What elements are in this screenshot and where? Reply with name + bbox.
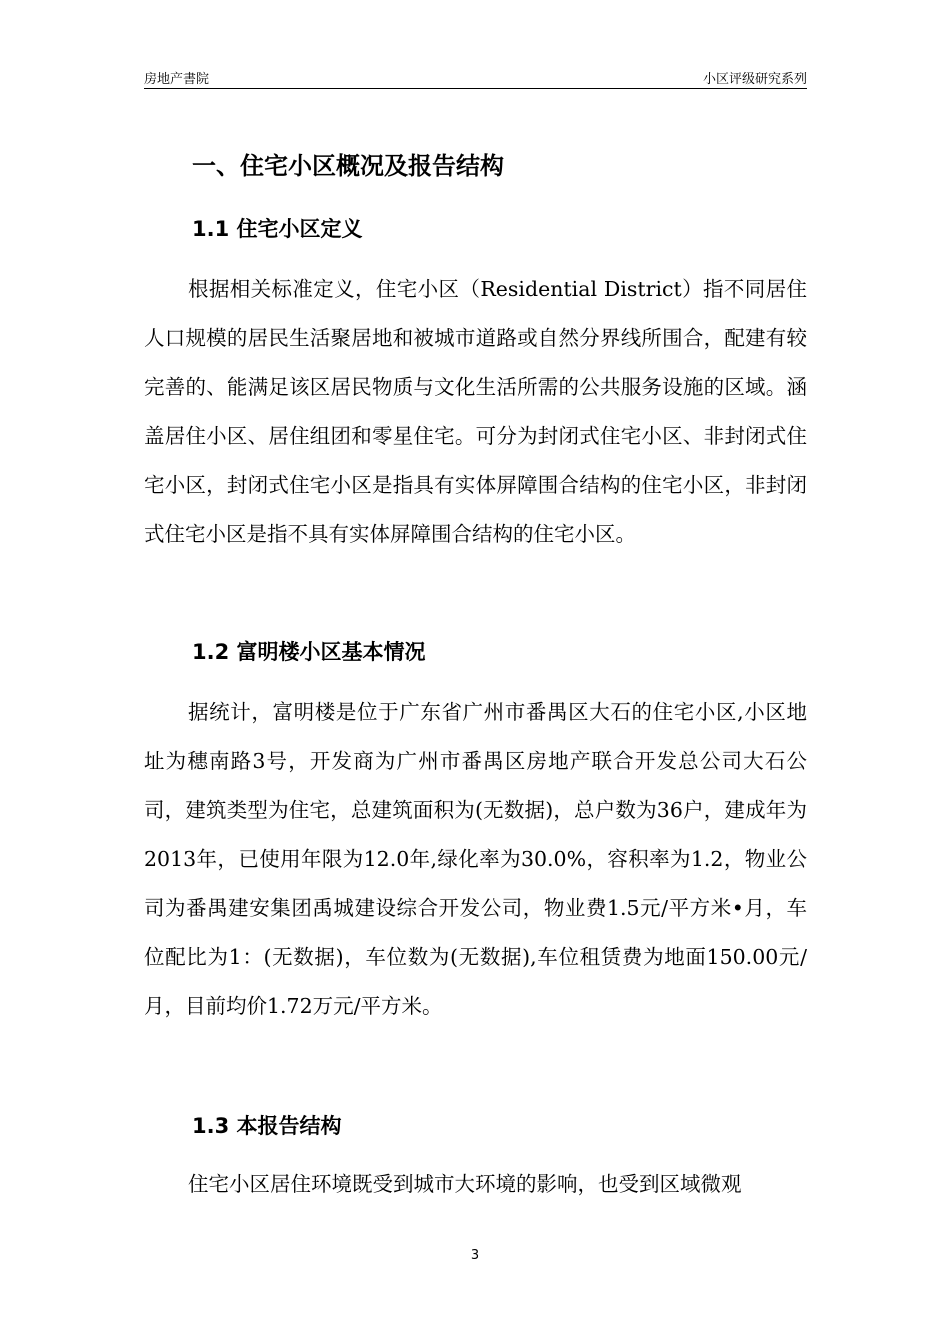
page-number: 3 (470, 1248, 480, 1263)
paragraph-basic-info: 据统计，富明楼是位于广东省广州市番禺区大石的住宅小区,小区地址为穗南路3号，开发商为广州市番禺区房地产联合开发总公司大石公司，建筑类型为住宅，总建筑面积为(无数据)，总户数为36户，建成年为2013年，已使用年限为12.0年,绿化率为30.0%，容积率为1.2，物业公司为番禺建安集团禹城建设综合开发公司，物业费1.5元/平方米•月，车位配比为1：(无数据)，车位数为(无数据),车位租赁费为地面150.00元/月，目前均价1.72万元/平方米。 (144, 700, 807, 1018)
page-header (144, 66, 807, 89)
section-title: 一、住宅小区概况及报告结构 (192, 152, 504, 180)
header-publisher: 房地产書院 (144, 72, 210, 87)
subsection-title-basic-info: 1.2 富明楼小区基本情况 (192, 640, 426, 664)
header-series-title: 小区评级研究系列 (702, 72, 807, 87)
subsection-title-definition: 1.1 住宅小区定义 (192, 217, 363, 241)
paragraph-report-structure: 住宅小区居住环境既受到城市大环境的影响，也受到区域微观 (188, 1172, 742, 1196)
subsection-title-report-structure: 1.3 本报告结构 (192, 1114, 342, 1138)
paragraph-definition: 根据相关标准定义，住宅小区（Residential District）指不同居住人口规模的居民生活聚居地和被城市道路或自然分界线所围合，配建有较完善的、能满足该区居民物质与文化生活所需的公共服务设施的区域。涵盖居住小区、居住组团和零星住宅。可分为封闭式住宅小区、非封闭式住宅小区，封闭式住宅小区是指具有实体屏障围合结构的住宅小区，非封闭式住宅小区是指不具有实体屏障围合结构的住宅小区。 (144, 277, 807, 546)
